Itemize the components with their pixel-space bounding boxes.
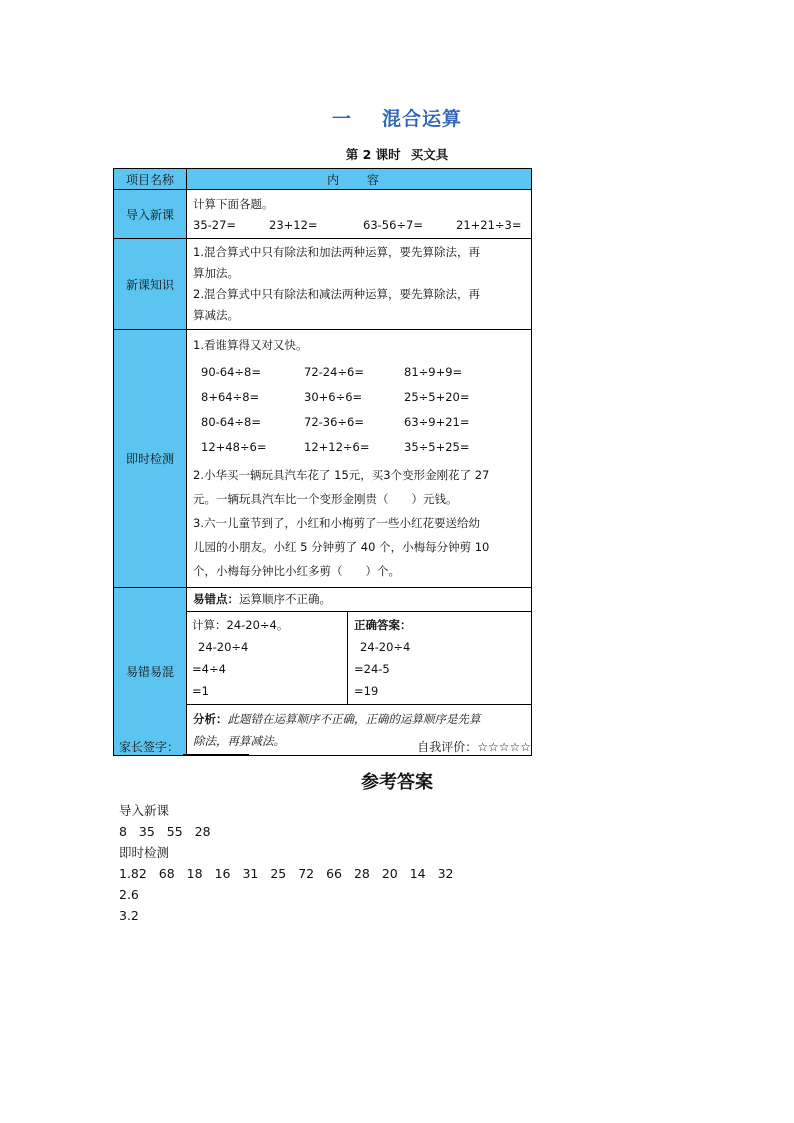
analysis-line: 除法，再算减法。 — [193, 734, 285, 748]
answer-line: 8 35 55 28 — [119, 824, 211, 839]
analysis-line: 此题错在运算顺序不正确，正确的运算顺序是先算 — [227, 712, 481, 726]
answer-line: 3.2 — [119, 908, 139, 923]
practice-problem: 25÷5+20= — [404, 390, 470, 404]
header-label-cell: 项目名称 — [114, 169, 187, 190]
lesson-number: 第 2 课时 — [345, 147, 401, 162]
unit-title — [0, 104, 794, 131]
row-label-intro: 导入新课 — [114, 190, 187, 239]
mistake-point-label: 易错点： — [193, 592, 239, 606]
practice-problem: 8+64÷8= — [201, 390, 260, 404]
lesson-subtitle — [0, 145, 794, 163]
answer-line: 2.6 — [119, 887, 139, 902]
correct-title: 正确答案： — [354, 618, 412, 632]
practice-grid — [187, 360, 531, 460]
correct-line: =24-5 — [354, 662, 390, 676]
correct-line: =19 — [354, 684, 379, 698]
row-label-practice: 即时检测 — [114, 330, 187, 588]
practice-question-3: 3.六一儿童节到了，小红和小梅剪了一些小红花要送给幼 — [193, 516, 480, 530]
lesson-table — [113, 168, 532, 756]
wrong-line: 计算：24-20÷4。 — [192, 618, 289, 632]
unit-number: 一 — [331, 108, 352, 130]
row-label-knowledge: 新课知识 — [114, 239, 187, 330]
practice-problem: 30+6÷6= — [304, 390, 363, 404]
knowledge-line: 算加法。 — [193, 266, 239, 280]
table-row-practice — [114, 330, 532, 588]
practice-problem: 12+12÷6= — [304, 440, 370, 454]
practice-question-2: 元。一辆玩具汽车比一个变形金刚贵（ ）元钱。 — [193, 492, 458, 506]
knowledge-line: 1.混合算式中只有除法和加法两种运算，要先算除法，再 — [193, 245, 480, 259]
table-row-knowledge — [114, 239, 532, 330]
lesson-title: 买文具 — [410, 147, 449, 162]
practice-problem: 72-24÷6= — [304, 365, 365, 379]
intro-problem: 63-56÷7= — [363, 218, 424, 232]
intro-problems — [193, 215, 525, 236]
wrong-line: 24-20÷4 — [198, 640, 249, 654]
wrong-solution — [187, 612, 348, 704]
practice-problem: 72-36÷6= — [304, 415, 365, 429]
signature-line[interactable] — [183, 742, 249, 755]
practice-problem: 12+48÷6= — [201, 440, 267, 454]
mistake-point-text: 运算顺序不正确。 — [239, 592, 331, 606]
table-row-intro — [114, 190, 532, 239]
row-label-mistakes: 易错易混 — [114, 588, 187, 756]
intro-problem: 21+21÷3= — [456, 218, 522, 232]
wrong-line: =4÷4 — [192, 662, 226, 676]
parent-sign-label: 家长签字： — [119, 740, 180, 754]
parent-signature — [119, 738, 249, 755]
table-row-mistakes — [114, 588, 532, 756]
self-evaluation: 自我评价：☆☆☆☆☆ — [417, 740, 531, 754]
analysis-label: 分析： — [193, 712, 228, 726]
practice-problem: 80-64÷8= — [201, 415, 262, 429]
practice-problem: 35÷5+25= — [404, 440, 470, 454]
answers-list — [119, 800, 454, 926]
practice-problem: 63÷9+21= — [404, 415, 470, 429]
practice-question-1: 1.看谁算得又对又快。 — [193, 338, 308, 352]
correct-line: 24-20÷4 — [360, 640, 411, 654]
answer-line: 1.82 68 18 16 31 25 72 66 28 20 14 32 — [119, 866, 454, 881]
intro-prompt: 计算下面各题。 — [193, 197, 274, 211]
answers-title: 参考答案 — [361, 772, 433, 793]
practice-question-3: 儿园的小朋友。小红 5 分钟剪了 40 个，小梅每分钟剪 10 — [193, 540, 490, 554]
correct-solution — [348, 612, 531, 704]
wrong-line: =1 — [192, 684, 209, 698]
mistake-comparison — [187, 612, 531, 705]
answer-line: 导入新课 — [119, 803, 170, 818]
answer-line: 即时检测 — [119, 845, 170, 860]
intro-problem: 35-27= — [193, 218, 237, 232]
unit-name: 混合运算 — [382, 108, 463, 130]
knowledge-line: 2.混合算式中只有除法和减法两种运算，要先算除法，再 — [193, 287, 480, 301]
practice-question-2: 2.小华买一辆玩具汽车花了 15元，买3个变形金刚花了 27 — [193, 468, 490, 482]
intro-problem: 23+12= — [269, 218, 318, 232]
practice-problem: 81÷9+9= — [404, 365, 463, 379]
practice-problem: 90-64÷8= — [201, 365, 262, 379]
practice-question-3: 个，小梅每分钟比小红多剪（ ）个。 — [193, 564, 400, 578]
header-content-cell: 内 容 — [187, 169, 532, 190]
knowledge-line: 算减法。 — [193, 308, 239, 322]
table-header-row — [114, 169, 532, 190]
